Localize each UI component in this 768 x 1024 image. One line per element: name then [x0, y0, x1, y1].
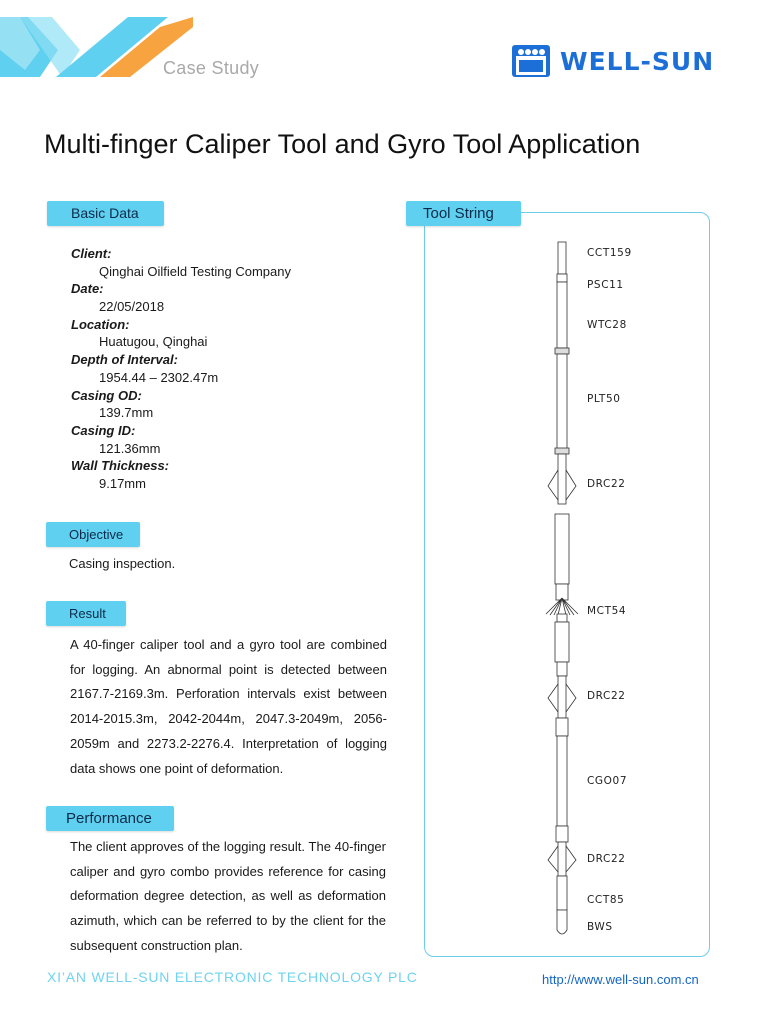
tool-label-wtc28: WTC28: [587, 319, 627, 331]
date-label: Date:: [71, 281, 104, 297]
result-text: A 40-finger caliper tool and a gyro tool are combined for logging. An abnormal point is detected between 2167.7-2169.3m. Perforation intervals exist between 2014-2015.3m, 2042-2044m, 2047.3-2049m, 2056-2059m and 2273.2-2276.4. Interpretation of logging data shows one point of deformation.: [70, 637, 387, 776]
footer-website-link[interactable]: http://www.well-sun.com.cn: [542, 972, 699, 987]
location-value: Huatugou, Qinghai: [99, 334, 208, 350]
tool-string-heading: Tool String: [406, 201, 521, 226]
tool-label-plt50: PLT50: [587, 393, 621, 405]
casing-id-label: Casing ID:: [71, 422, 136, 438]
depth-value: 1954.44 – 2302.47m: [99, 369, 219, 385]
basic-data-heading: Basic Data: [47, 201, 164, 226]
date-value: 22/05/2018: [99, 299, 165, 315]
tool-label-bws: BWS: [587, 921, 613, 933]
wall-thickness-value: 9.17mm: [99, 475, 146, 491]
brand-logo[interactable]: [510, 42, 714, 80]
location-label: Location:: [71, 316, 130, 332]
tool-label-cct85: CCT85: [587, 894, 625, 906]
depth-label: Depth of Interval:: [71, 352, 178, 368]
footer-company-name: XI’AN WELL-SUN ELECTRONIC TECHNOLOGY PLC: [47, 969, 418, 985]
basic-data-list: [71, 245, 391, 493]
tool-label-cgo07: CGO07: [587, 775, 628, 787]
casing-od-label: Casing OD:: [71, 387, 142, 403]
case-study-label: Case Study: [163, 58, 260, 78]
well-sun-logo-icon: [510, 43, 552, 79]
tool-label-psc11: PSC11: [587, 279, 624, 291]
casing-od-value: 139.7mm: [99, 405, 154, 421]
client-value: Qinghai Oilfield Testing Company: [99, 263, 291, 279]
tool-label-drc22-2: DRC22: [587, 690, 626, 702]
tool-label-drc22-3: DRC22: [587, 853, 626, 865]
performance-heading: Performance: [46, 806, 174, 831]
tool-label-mct54: MCT54: [587, 605, 627, 617]
client-label: Client:: [71, 246, 112, 261]
tool-string-diagram: [424, 212, 710, 957]
casing-id-value: 121.36mm: [99, 440, 161, 456]
objective-heading: Objective: [46, 522, 140, 547]
performance-text: The client approves of the logging result. The 40-finger caliper and gyro combo provides reference for casing deformation degree detection, as well as deformation azimuth, which can be referred to by the client for the subsequent construction plan.: [70, 839, 386, 953]
page-title: Multi-finger Caliper Tool and Gyro Tool Application: [44, 129, 641, 159]
objective-text: Casing inspection.: [69, 556, 176, 571]
tool-label-cct159: CCT159: [587, 247, 632, 259]
result-heading: Result: [46, 601, 126, 626]
wall-thickness-label: Wall Thickness:: [71, 458, 170, 474]
tool-label-drc22-1: DRC22: [587, 478, 626, 490]
brand-name: WELL-SUN: [560, 46, 715, 76]
